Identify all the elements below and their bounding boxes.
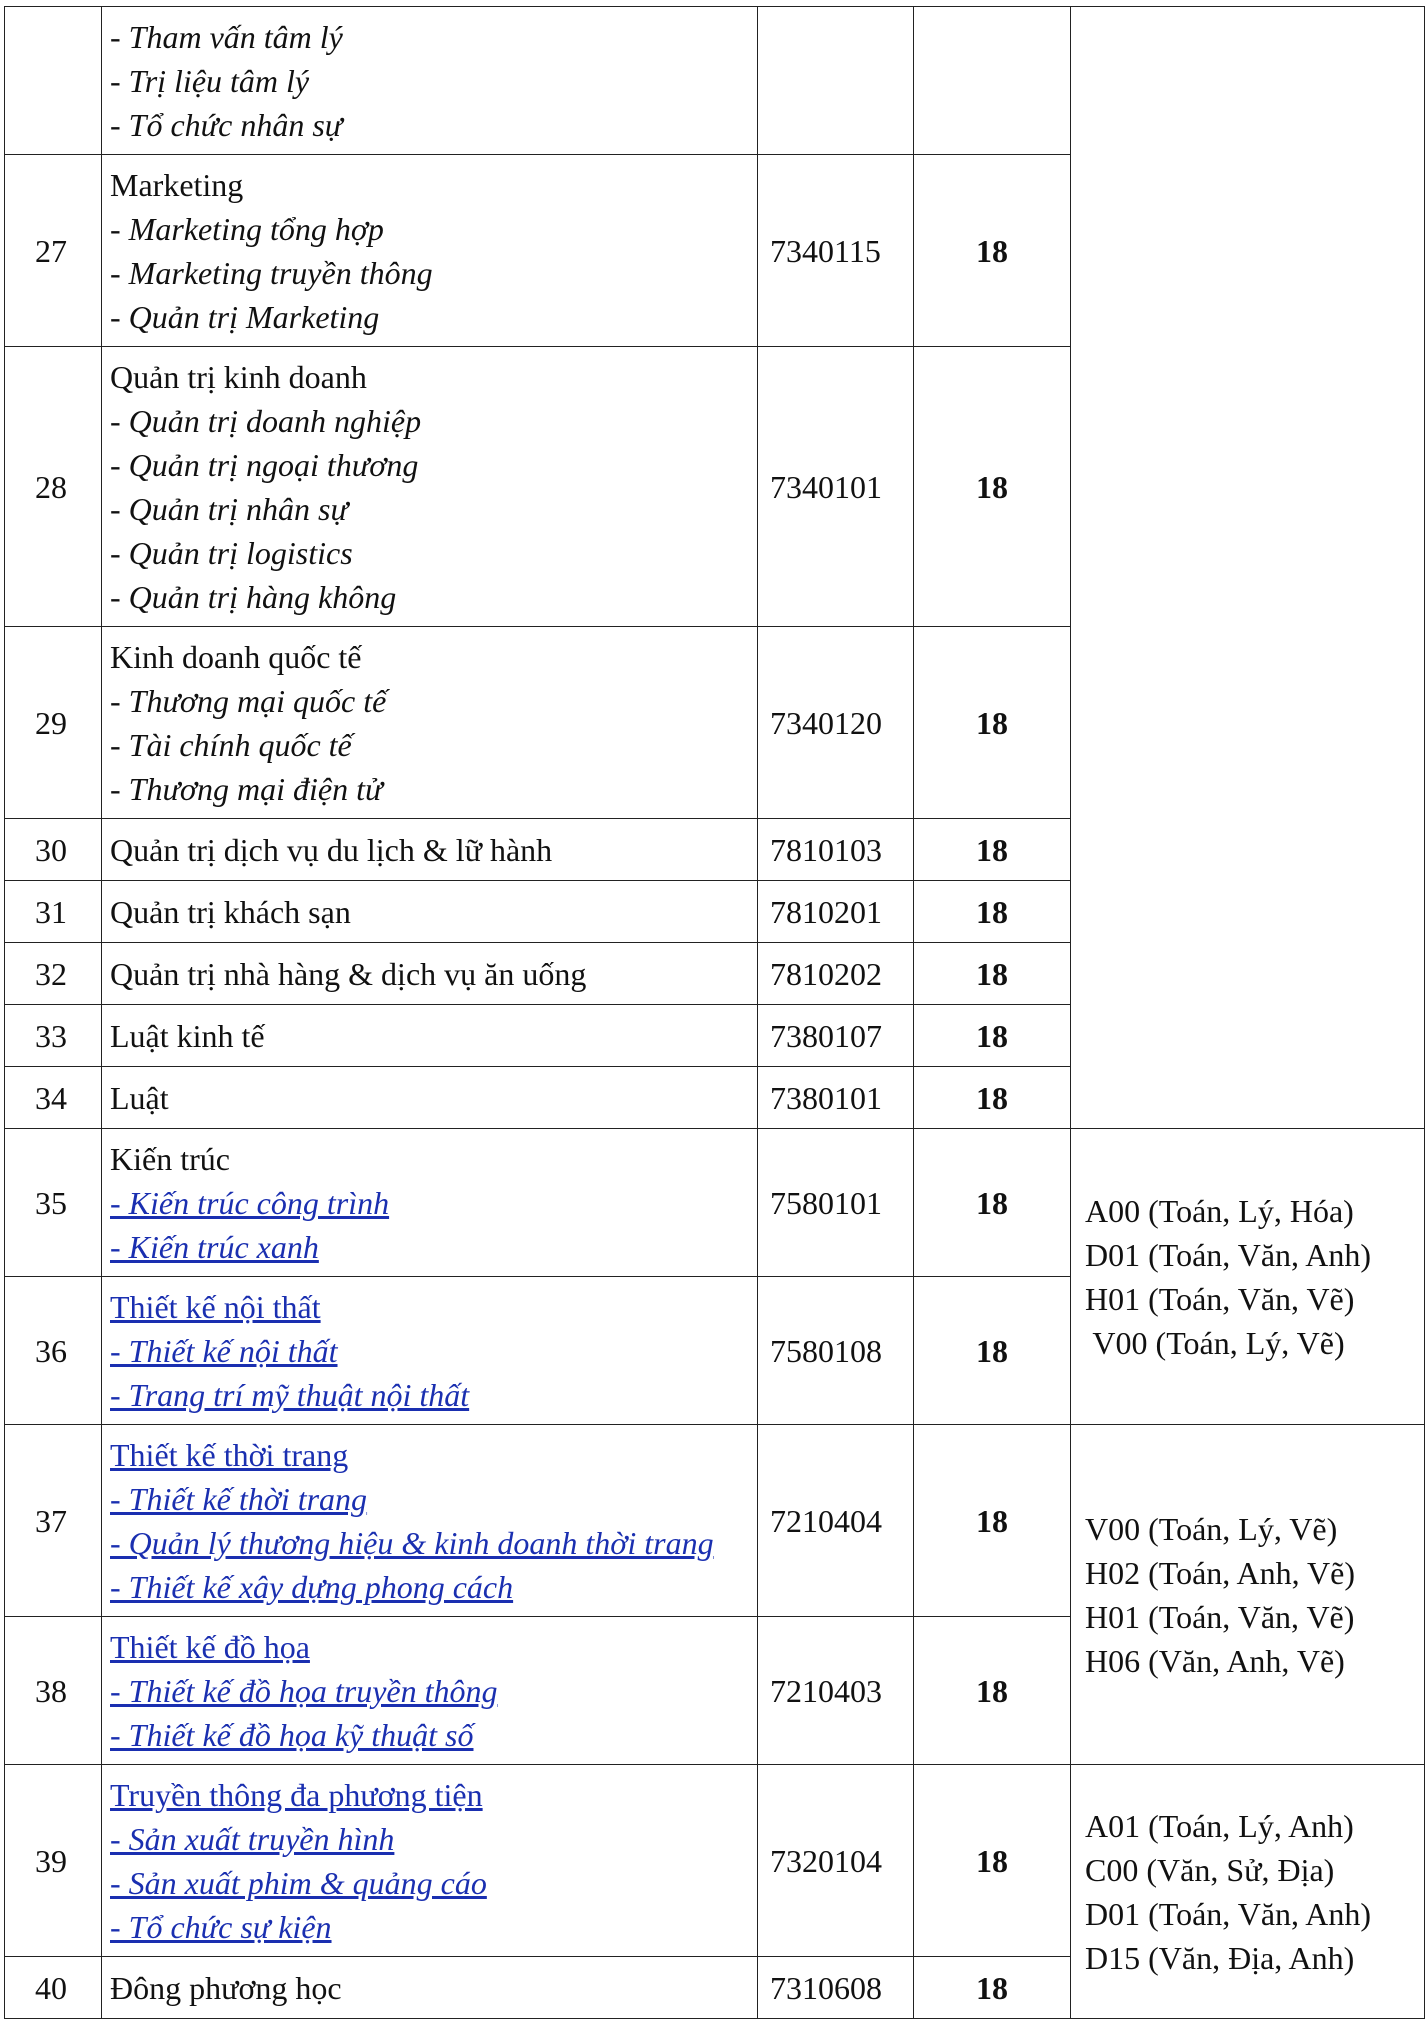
row-number [5,7,102,155]
score: 18 [914,819,1071,881]
major-code [758,7,914,155]
row-number: 31 [5,881,102,943]
subject-combo: V00 (Toán, Lý, Vẽ) [1085,1510,1338,1547]
specialization-link[interactable]: - Thiết kế thời trang [110,1480,368,1517]
score: 18 [914,1617,1071,1765]
score: 18 [914,881,1071,943]
score: 18 [914,1277,1071,1425]
row-number: 40 [5,1957,102,2019]
subject-combo: H01 (Toán, Văn, Vẽ) [1085,1280,1355,1317]
score: 18 [914,943,1071,1005]
major-code: 7580108 [758,1277,914,1425]
specialization: - Quản trị hàng không [110,578,397,615]
score: 18 [914,347,1071,627]
major-code: 7380107 [758,1005,914,1067]
score: 18 [914,1425,1071,1617]
specialization-link[interactable]: - Thiết kế đồ họa truyền thông [110,1672,498,1709]
admission-table [4,6,1425,2019]
subject-combo: C00 (Văn, Sử, Địa) [1085,1851,1335,1888]
subject-combos-group-2 [1071,1129,1425,1425]
score: 18 [914,1005,1071,1067]
major-cell [102,1129,758,1277]
row-number: 39 [5,1765,102,1957]
specialization: - Quản trị logistics [110,534,353,571]
specialization: - Marketing truyền thông [110,254,433,291]
major-cell [102,155,758,347]
score [914,7,1071,155]
subject-combo: A01 (Toán, Lý, Anh) [1085,1807,1354,1844]
specialization: - Quản trị doanh nghiệp [110,402,422,439]
row-number: 38 [5,1617,102,1765]
specialization: - Marketing tổng hợp [110,210,384,247]
row-number: 37 [5,1425,102,1617]
major-title-link[interactable]: Thiết kế nội thất [110,1288,321,1325]
table-row [5,1425,1425,1617]
major-title: Kiến trúc [110,1140,230,1177]
major-code: 7580101 [758,1129,914,1277]
major-code: 7810103 [758,819,914,881]
major-code: 7340120 [758,627,914,819]
specialization-link[interactable]: - Thiết kế đồ họa kỹ thuật số [110,1716,474,1753]
specialization: - Thương mại quốc tế [110,682,387,719]
major-title-link[interactable]: Thiết kế đồ họa [110,1628,310,1665]
major-code: 7210403 [758,1617,914,1765]
major-title: Kinh doanh quốc tế [110,638,362,675]
subject-combos-group-3 [1071,1425,1425,1765]
major-title-link[interactable]: Thiết kế thời trang [110,1436,349,1473]
subject-combo: D15 (Văn, Địa, Anh) [1085,1939,1355,1976]
specialization-link[interactable]: - Thiết kế xây dựng phong cách [110,1568,514,1605]
specialization-link[interactable]: - Sản xuất truyền hình [110,1820,395,1857]
major-code: 7340101 [758,347,914,627]
specialization: - Tài chính quốc tế [110,726,352,763]
subject-combo: A00 (Toán, Lý, Hóa) [1085,1192,1354,1229]
subject-combo: H01 (Toán, Văn, Vẽ) [1085,1598,1355,1635]
specialization-link[interactable]: - Kiến trúc công trình [110,1184,390,1221]
table-row [5,1129,1425,1277]
major-cell [102,1277,758,1425]
score: 18 [914,1067,1071,1129]
row-number: 29 [5,627,102,819]
table-row [5,1765,1425,1957]
specialization: - Tham vấn tâm lý [110,18,343,55]
score: 18 [914,627,1071,819]
subject-combo: D01 (Toán, Văn, Anh) [1085,1895,1372,1932]
major-code: 7320104 [758,1765,914,1957]
major-title: Quản trị khách sạn [102,881,758,943]
specialization-link[interactable]: - Sản xuất phim & quảng cáo [110,1864,487,1901]
specialization: - Trị liệu tâm lý [110,62,310,99]
major-code: 7810202 [758,943,914,1005]
specialization: - Quản trị ngoại thương [110,446,419,483]
subject-combos-group-4 [1071,1765,1425,2019]
row-number: 27 [5,155,102,347]
row-number: 28 [5,347,102,627]
major-title: Luật [102,1067,758,1129]
subject-combo: H06 (Văn, Anh, Vẽ) [1085,1642,1345,1679]
row-number: 36 [5,1277,102,1425]
major-cell [102,1617,758,1765]
table-row [5,7,1425,155]
row-number: 30 [5,819,102,881]
major-cell [102,7,758,155]
major-title: Quản trị nhà hàng & dịch vụ ăn uống [102,943,758,1005]
major-cell [102,1425,758,1617]
major-code: 7380101 [758,1067,914,1129]
specialization-link[interactable]: - Kiến trúc xanh [110,1228,319,1265]
row-number: 35 [5,1129,102,1277]
subject-combo: H02 (Toán, Anh, Vẽ) [1085,1554,1356,1591]
score: 18 [914,1957,1071,2019]
row-number: 33 [5,1005,102,1067]
specialization-link[interactable]: - Tổ chức sự kiện [110,1908,332,1945]
score: 18 [914,1765,1071,1957]
major-title-link[interactable]: Truyền thông đa phương tiện [110,1776,483,1813]
specialization: - Thương mại điện tử [110,770,383,807]
major-cell [102,347,758,627]
major-title: Đông phương học [102,1957,758,2019]
row-number: 34 [5,1067,102,1129]
row-number: 32 [5,943,102,1005]
major-cell [102,627,758,819]
score: 18 [914,1129,1071,1277]
specialization-link[interactable]: - Quản lý thương hiệu & kinh doanh thời trang [110,1524,714,1561]
specialization: - Tổ chức nhân sự [110,106,343,143]
specialization: - Quản trị nhân sự [110,490,348,527]
major-code: 7340115 [758,155,914,347]
specialization-link[interactable]: - Thiết kế nội thất [110,1332,338,1369]
major-title: Marketing [110,166,244,203]
major-title: Quản trị kinh doanh [110,358,367,395]
subject-combos-group-1 [1071,7,1425,1129]
major-cell [102,1765,758,1957]
specialization: - Quản trị Marketing [110,298,380,335]
subject-combo: V00 (Toán, Lý, Vẽ) [1085,1324,1345,1361]
subject-combo: D01 (Toán, Văn, Anh) [1085,1236,1372,1273]
major-code: 7210404 [758,1425,914,1617]
specialization-link[interactable]: - Trang trí mỹ thuật nội thất [110,1376,470,1413]
major-title: Quản trị dịch vụ du lịch & lữ hành [102,819,758,881]
major-code: 7310608 [758,1957,914,2019]
score: 18 [914,155,1071,347]
major-code: 7810201 [758,881,914,943]
major-title: Luật kinh tế [102,1005,758,1067]
